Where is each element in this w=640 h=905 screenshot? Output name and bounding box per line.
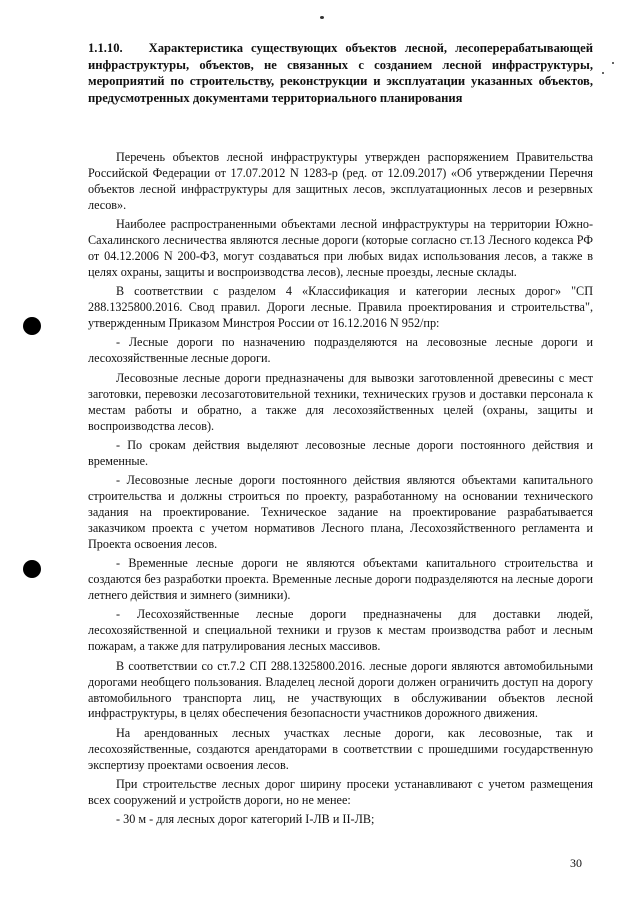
- section-number: 1.1.10.: [88, 41, 123, 55]
- paragraph: - Временные лесные дороги не являются объектами капитального строительства и создаются без разработки проекта. Временные лесные дороги подразделяются на лесные дороги летнего действия и зимнего (зимники).: [88, 556, 593, 603]
- section-heading: [88, 40, 593, 106]
- paragraph: - По срокам действия выделяют лесовозные лесные дороги постоянного действия и временные.: [88, 437, 593, 468]
- punch-hole: [23, 560, 41, 578]
- paragraph: - Лесные дороги по назначению подразделяются на лесовозные лесные дороги и лесохозяйственные лесные дороги.: [88, 335, 593, 366]
- paragraph: На арендованных лесных участках лесные дороги, как лесовозные, так и лесохозяйственные, создаются арендаторами в соответствии с прошедшими государственную экспертизу проектами освоения лесов.: [88, 725, 593, 772]
- paragraph: Лесовозные лесные дороги предназначены для вывозки заготовленной древесины с мест заготовки, перевозки лесозаготовительной техники, технических грузов и доставки персонала к местам работы и обратно, а также для лесохозяйственных целей (охраны, защиты и воспроизводства лесов).: [88, 370, 593, 433]
- paragraph: Наиболее распространенными объектами лесной инфраструктуры на территории Южно-Сахалинского лесничества являются лесные дороги (которые согласно ст.13 Лесного кодекса РФ от 04.12.2006 N 200-ФЗ, могут создаваться при любых видах использования лесов, а также в целях охраны, защиты и воспроизводства лесов), лесные проезды, лесные склады.: [88, 217, 593, 279]
- scan-speck: [320, 16, 324, 19]
- punch-hole: [23, 317, 41, 335]
- paragraph: - 30 м - для лесных дорог категорий I-ЛВ и II-ЛВ;: [116, 812, 375, 827]
- paragraph: В соответствии с разделом 4 «Классификация и категории лесных дорог» "СП 288.1325800.2016. Свод правил. Дороги лесные. Правила проектирования и строительства", утвержденным Приказом Минстроя России от 16.12.2016 N 952/пр:: [88, 284, 593, 331]
- paragraph: - Лесохозяйственные лесные дороги предназначены для доставки людей, лесохозяйственной и специальной техники и грузов к местам производства работ и лесным пожарам, а также для патрулирования лесных массивов.: [88, 607, 593, 654]
- paragraph: В соответствии со ст.7.2 СП 288.1325800.2016. лесные дороги являются автомобильными дорогами необщего пользования. Владелец лесной дороги должен ограничить доступ на дорогу автомобильного транспорта лиц, не участвующих в обслуживании объектов лесной инфраструктуры, в целях обеспечения безопасности участников дорожного движения.: [88, 658, 593, 721]
- paragraph: При строительстве лесных дорог ширину просеки устанавливают с учетом размещения всех сооружений и устройств дороги, но не менее:: [88, 777, 593, 807]
- scan-speck: [612, 62, 614, 64]
- section-title: Характеристика существующих объектов лесной, лесоперерабатывающей инфраструктуры, объектов, не связанных с созданием лесной инфраструктуры, мероприятий по строительству, реконструкции и эксплуатации указанных объектов, предусмотренных документами территориального планирования: [88, 41, 593, 105]
- scan-speck: [602, 72, 604, 74]
- paragraph: Перечень объектов лесной инфраструктуры утвержден распоряжением Правительства Российской Федерации от 17.07.2012 N 1283-р (ред. от 12.09.2017) «Об утверждении Перечня объектов лесной инфраструктуры для защитных лесов, эксплуатационных лесов и резервных лесов».: [88, 150, 593, 212]
- paragraph: - Лесовозные лесные дороги постоянного действия являются объектами капитального строительства и должны строиться по проекту, разработанному на основании технического задания на проектирование. Техническое задание на проектирование разрабатывается заказчиком проекта с учетом нормативов Лесного плана, Лесохозяйственного регламента и Проекта освоения лесов.: [88, 473, 593, 551]
- page-number: 30: [570, 856, 582, 870]
- body-text: [88, 150, 593, 832]
